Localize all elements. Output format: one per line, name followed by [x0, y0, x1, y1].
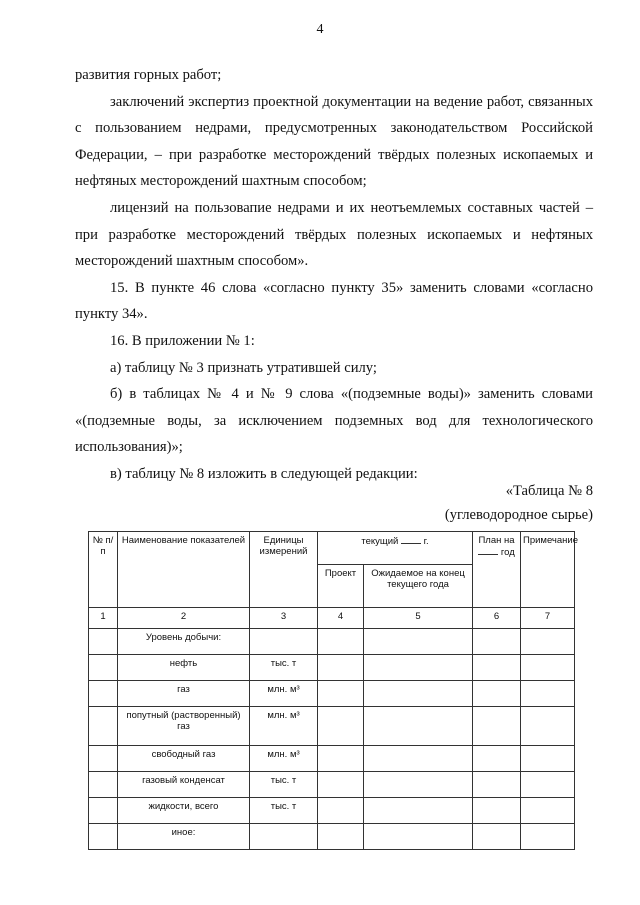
- value-cell: [521, 707, 575, 746]
- num-cell: [89, 772, 118, 798]
- header-plan-pre: План на: [478, 535, 515, 546]
- value-cell: [521, 798, 575, 824]
- value-cell: [364, 798, 473, 824]
- page-number: 4: [316, 22, 324, 37]
- header-current-pre: текущий: [361, 536, 399, 547]
- value-cell: [473, 746, 521, 772]
- col-number: 3: [250, 608, 318, 629]
- table-row: [89, 798, 575, 824]
- col-number: 1: [89, 608, 118, 629]
- paragraph: заключений экспертиз проектной документации на ведение работ, связанных с пользованием недрами, предусмотренных законодательством Российской Федерации, – при разработке месторождений твёрдых полезных ископаемых и нефтяных месторождений шахтным способом;: [75, 93, 593, 190]
- value-cell: [521, 772, 575, 798]
- num-cell: [89, 707, 118, 746]
- table-row: [89, 707, 575, 746]
- col-number: 4: [318, 608, 364, 629]
- row-unit: млн. м³: [250, 707, 318, 746]
- table-title: «Таблица № 8: [505, 483, 593, 499]
- value-cell: [364, 772, 473, 798]
- paragraph: в) таблицу № 8 изложить в следующей редакции:: [110, 465, 418, 482]
- value-cell: [473, 707, 521, 746]
- value-cell: [521, 629, 575, 655]
- value-cell: [473, 824, 521, 850]
- value-cell: [521, 824, 575, 850]
- row-unit: млн. м³: [250, 681, 318, 707]
- value-cell: [364, 824, 473, 850]
- value-cell: [318, 655, 364, 681]
- header-note: Примечание: [521, 532, 575, 608]
- value-cell: [318, 798, 364, 824]
- value-cell: [318, 746, 364, 772]
- col-number: 2: [118, 608, 250, 629]
- paragraph: 15. В пункте 46 слова «согласно пункту 35» заменить словами «согласно пункту 34».: [75, 279, 593, 323]
- paragraph: б) в таблицах № 4 и № 9 слова «(подземные воды)» заменить словами «(подземные воды, за исключением подземных вод для технологического использования)»;: [75, 386, 593, 456]
- row-unit: тыс. т: [250, 798, 318, 824]
- row-name: жидкости, всего: [118, 798, 250, 824]
- value-cell: [473, 681, 521, 707]
- row-unit: [250, 629, 318, 655]
- value-cell: [318, 772, 364, 798]
- value-cell: [318, 681, 364, 707]
- table-header-row: [89, 532, 575, 565]
- value-cell: [318, 707, 364, 746]
- header-plan-post: год: [500, 547, 515, 558]
- value-cell: [473, 655, 521, 681]
- value-cell: [318, 824, 364, 850]
- header-expected: Ожидаемое на конец текущего года: [364, 565, 473, 608]
- row-name: попутный (растворенный) газ: [118, 707, 250, 746]
- header-plan: [473, 532, 521, 608]
- row-unit: тыс. т: [250, 772, 318, 798]
- value-cell: [364, 707, 473, 746]
- num-cell: [89, 629, 118, 655]
- header-project: Проект: [318, 565, 364, 608]
- row-name: Уровень добычи:: [118, 629, 250, 655]
- value-cell: [521, 681, 575, 707]
- value-cell: [364, 746, 473, 772]
- table-row: [89, 746, 575, 772]
- value-cell: [364, 681, 473, 707]
- value-cell: [473, 629, 521, 655]
- num-cell: [89, 655, 118, 681]
- table-row: [89, 772, 575, 798]
- num-cell: [89, 681, 118, 707]
- num-cell: [89, 824, 118, 850]
- num-cell: [89, 798, 118, 824]
- header-num: № п/п: [89, 532, 118, 608]
- column-number-row: [89, 608, 575, 629]
- table-row: [89, 681, 575, 707]
- row-name: нефть: [118, 655, 250, 681]
- paragraph: 16. В приложении № 1:: [110, 332, 255, 349]
- value-cell: [364, 655, 473, 681]
- data-table: [88, 531, 578, 850]
- value-cell: [364, 629, 473, 655]
- row-unit: тыс. т: [250, 655, 318, 681]
- header-units: Единицы измерений: [250, 532, 318, 608]
- header-current-post: г.: [423, 536, 429, 547]
- col-number: 5: [364, 608, 473, 629]
- year-blank: [478, 546, 498, 555]
- header-current: [318, 532, 473, 565]
- row-unit: млн. м³: [250, 746, 318, 772]
- table-row: [89, 824, 575, 850]
- table-subtitle: (углеводородное сырье): [444, 507, 593, 523]
- row-name: газовый конденсат: [118, 772, 250, 798]
- table-row: [89, 629, 575, 655]
- table-row: [89, 655, 575, 681]
- col-number: 6: [473, 608, 521, 629]
- header-name: Наименование показателей: [118, 532, 250, 608]
- paragraph: лицензий на пользовапие недрами и их неотъемлемых составных частей – при разработке месторождений твёрдых полезных ископаемых и нефтяных месторождений шахтным способом».: [75, 199, 593, 270]
- row-name: газ: [118, 681, 250, 707]
- col-number: 7: [521, 608, 575, 629]
- value-cell: [473, 798, 521, 824]
- paragraph: развития горных работ;: [75, 67, 222, 83]
- year-blank: [401, 535, 421, 544]
- document-body: [75, 62, 593, 488]
- paragraph: а) таблицу № 3 признать утратившей силу;: [110, 359, 377, 376]
- num-cell: [89, 746, 118, 772]
- row-unit: [250, 824, 318, 850]
- value-cell: [521, 655, 575, 681]
- value-cell: [473, 772, 521, 798]
- row-name: иное:: [118, 824, 250, 850]
- value-cell: [318, 629, 364, 655]
- row-name: свободный газ: [118, 746, 250, 772]
- value-cell: [521, 746, 575, 772]
